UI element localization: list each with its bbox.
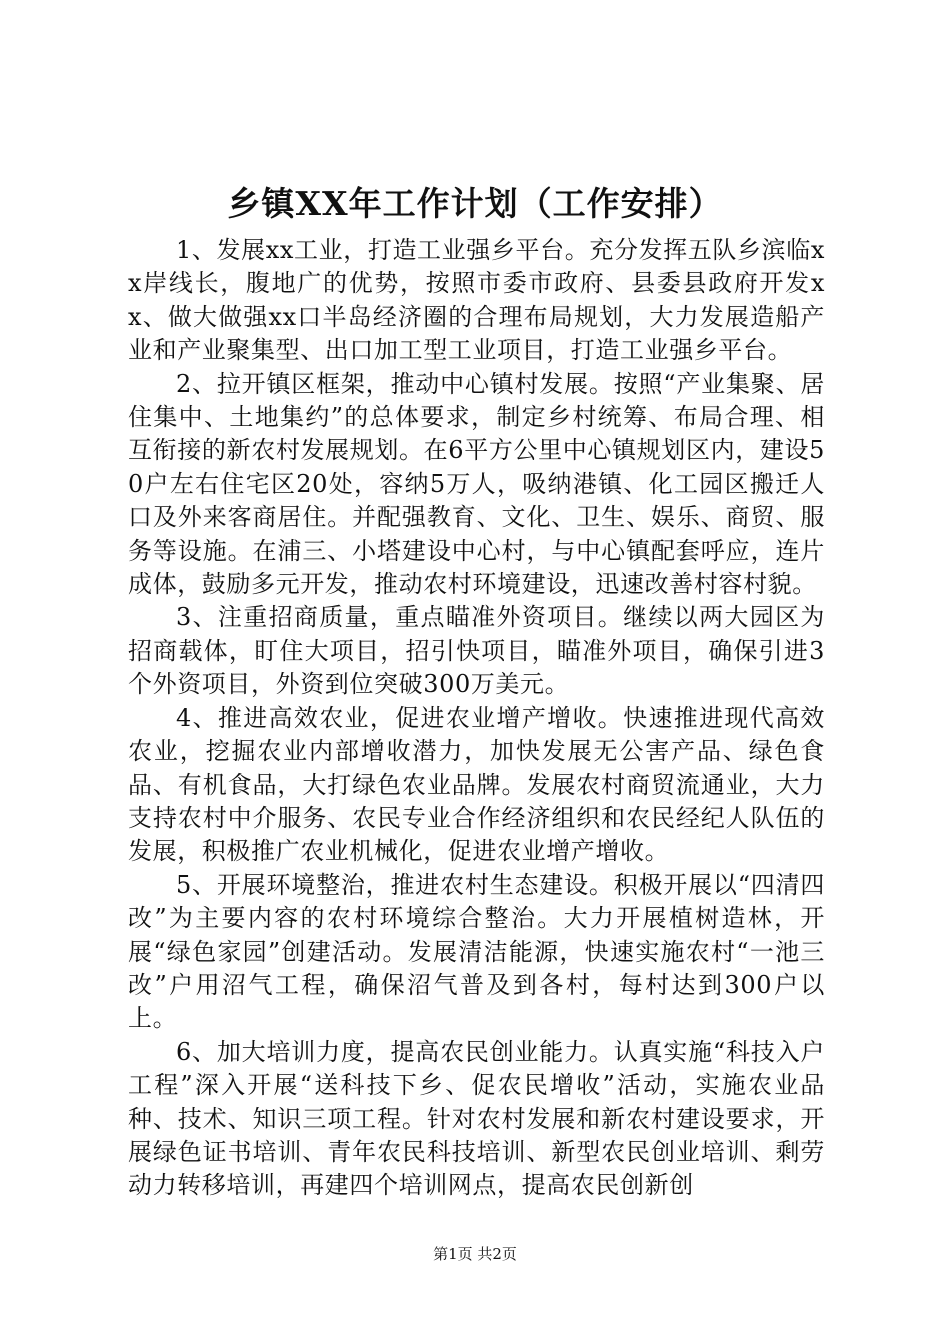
document-body <box>128 234 825 1203</box>
paragraph-3: 3、注重招商质量，重点瞄准外资项目。继续以两大园区为招商载体，盯住大项目，招引快项目，瞄准外项目，确保引进3个外资项目，外资到位突破300万美元。 <box>128 603 825 699</box>
paragraph-6: 6、加大培训力度，提高农民创业能力。认真实施“科技入户工程”深入开展“送科技下乡、促农民增收”活动，实施农业品种、技术、知识三项工程。针对农村发展和新农村建设要求，开展绿色证书培训、青年农民科技培训、新型农民创业培训、剩劳动力转移培训，再建四个培训网点，提高农民创新创 <box>128 1037 825 1200</box>
document-title: 乡镇XX年工作计划（工作安排） <box>227 184 723 223</box>
paragraph-2: 2、拉开镇区框架，推动中心镇村发展。按照“产业集聚、居住集中、土地集约”的总体要求，制定乡村统筹、布局合理、相互衔接的新农村发展规划。在6平方公里中心镇规划区内，建设50户左右住宅区20处，容纳5万人，吸纳港镇、化工园区搬迁人口及外来客商居住。并配强教育、文化、卫生、娱乐、商贸、服务等设施。在浦三、小塔建设中心村，与中心镇配套呼应，连片成体，鼓励多元开发，推动农村环境建设，迅速改善村容村貌。 <box>128 369 825 599</box>
paragraph-4: 4、推进高效农业，促进农业增产增收。快速推进现代高效农业，挖掘农业内部增收潜力，加快发展无公害产品、绿色食品、有机食品，大打绿色农业品牌。发展农村商贸流通业，大力支持农村中介服务、农民专业合作经济组织和农民经纪人队伍的发展，积极推广农业机械化，促进农业增产增收。 <box>128 703 825 866</box>
paragraph-5: 5、开展环境整治，推进农村生态建设。积极开展以“四清四改”为主要内容的农村环境综合整治。大力开展植树造林，开展“绿色家园”创建活动。发展清洁能源，快速实施农村“一池三改”户用沼气工程，确保沼气普及到各村，每村达到300户以上。 <box>128 870 825 1033</box>
paragraph-1: 1、发展xx工业，打造工业强乡平台。充分发挥五队乡滨临xx岸线长，腹地广的优势，按照市委市政府、县委县政府开发xx、做大做强xx口半岛经济圈的合理布局规划，大力发展造船产业和产业聚集型、出口加工型工业项目，打造工业强乡平台。 <box>128 236 825 365</box>
page-footer: 第1页 共2页 <box>433 1245 517 1263</box>
